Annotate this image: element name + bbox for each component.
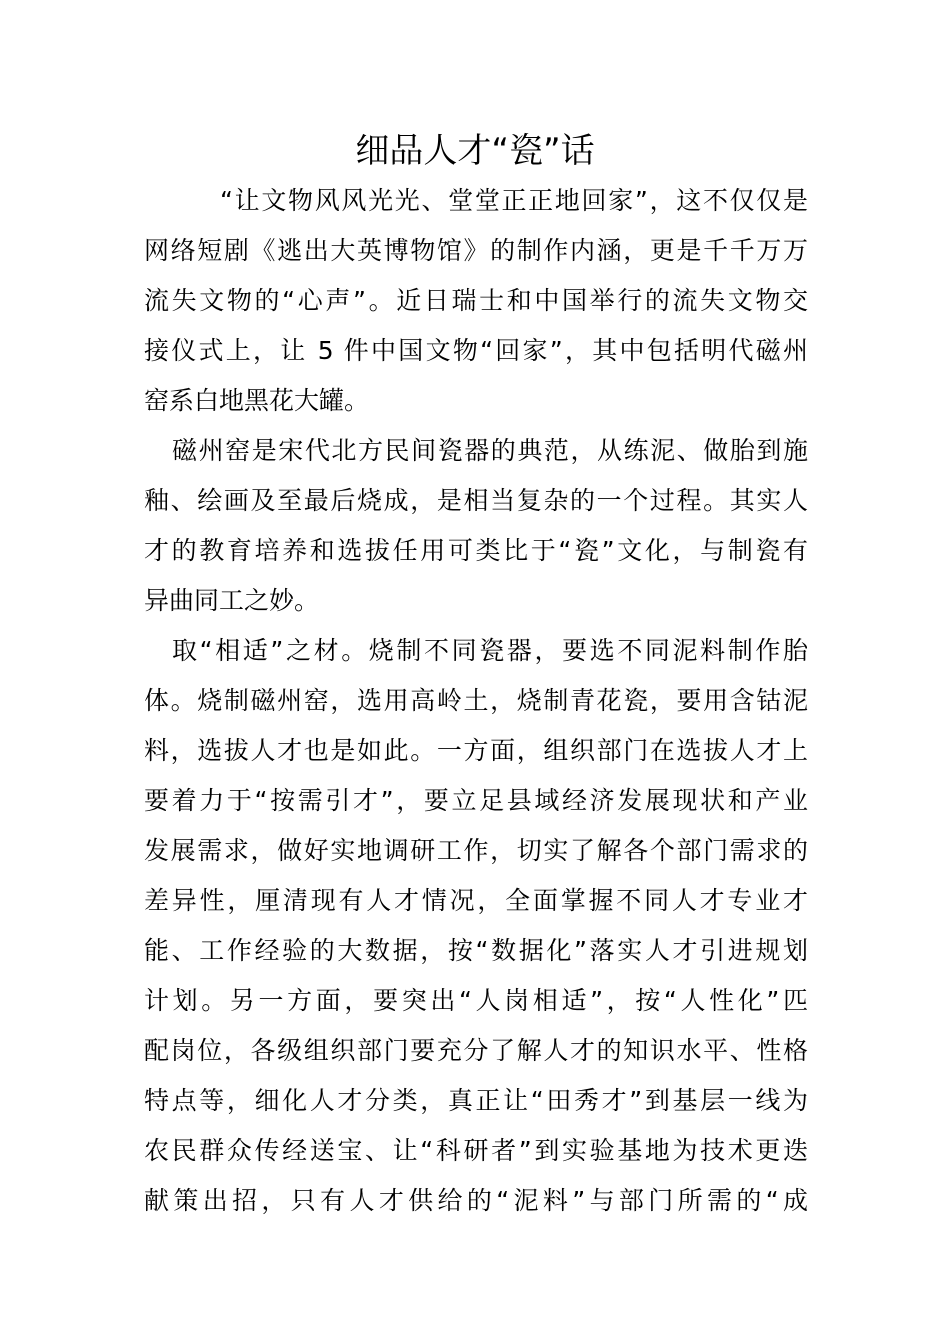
article-title: 细品人才“瓷”话: [355, 131, 595, 171]
paragraph-3-line-12: 献策出招，只有人才供给的“泥料”与部门所需的“成: [144, 1186, 808, 1215]
paragraph-3-line-6: 差异性，厘清现有人才情况，全面掌握不同人才专业才: [144, 886, 808, 915]
paragraph-3-line-5: 发展需求，做好实地调研工作，切实了解各个部门需求的: [144, 836, 808, 865]
paragraph-1-line-3: 流失文物的“心声”。近日瑞士和中国举行的流失文物交: [144, 286, 808, 315]
paragraph-2-line-4: 异曲同工之妙。: [144, 586, 320, 615]
paragraph-3-line-8: 计划。另一方面，要突出“人岗相适”，按“人性化”匹: [144, 986, 808, 1015]
paragraph-3-line-10: 特点等，细化人才分类，真正让“田秀才”到基层一线为: [144, 1086, 808, 1115]
paragraph-3-line-4: 要着力于“按需引才”，要立足县域经济发展现状和产业: [144, 786, 808, 815]
paragraph-2-line-2: 釉、绘画及至最后烧成，是相当复杂的一个过程。其实人: [144, 486, 808, 515]
paragraph-1-line-2: 网络短剧《逃出大英博物馆》的制作内涵，更是千千万万: [144, 236, 808, 265]
paragraph-3-line-11: 农民群众传经送宝、让“科研者”到实验基地为技术更迭: [144, 1136, 808, 1165]
paragraph-3-line-7: 能、工作经验的大数据，按“数据化”落实人才引进规划: [144, 936, 808, 965]
paragraph-1-line-4: 接仪式上，让 5 件中国文物“回家”，其中包括明代磁州: [144, 336, 808, 365]
paragraph-2-line-3: 才的教育培养和选拔任用可类比于“瓷”文化，与制瓷有: [144, 536, 808, 565]
paragraph-1-line-5: 窑系白地黑花大罐。: [144, 386, 370, 415]
article-body: [144, 176, 808, 1226]
paragraph-3-line-2: 体。烧制磁州窑，选用高岭土，烧制青花瓷，要用含钴泥: [144, 686, 808, 715]
paragraph-3-line-3: 料，选拔人才也是如此。一方面，组织部门在选拔人才上: [144, 736, 808, 765]
paragraph-3-line-1: 取“相适”之材。烧制不同瓷器，要选不同泥料制作胎: [172, 636, 808, 665]
paragraph-1-line-1: “让文物风风光光、堂堂正正地回家”，这不仅仅是: [220, 186, 808, 215]
paragraph-3-line-9: 配岗位，各级组织部门要充分了解人才的知识水平、性格: [144, 1036, 808, 1065]
paragraph-2-line-1: 磁州窑是宋代北方民间瓷器的典范，从练泥、做胎到施: [172, 436, 808, 465]
